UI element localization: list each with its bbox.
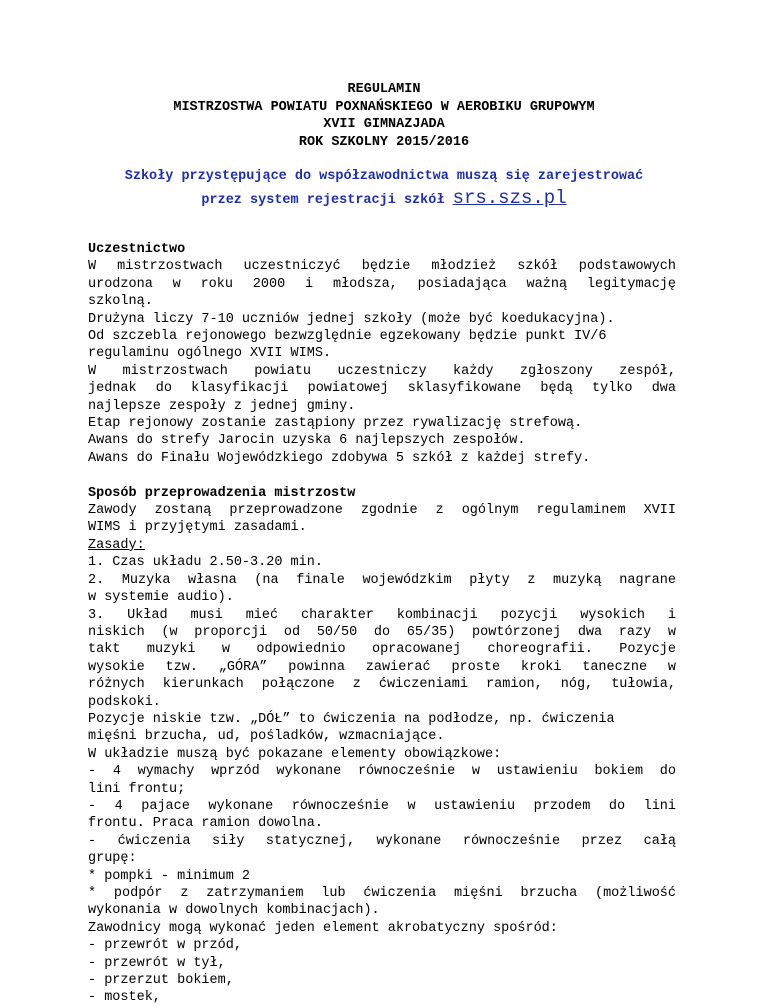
text-line: 3. Układ musi mieć charakter kombinacji pozycji wysokich i — [88, 607, 676, 623]
text-line: - 4 wymachy wprzód wykonane równocześnie w ustawieniu bokiem do — [88, 764, 676, 780]
text-line: 2. Muzyka własna (na finale wojewódzkim płyty z muzyką nagrane — [88, 572, 676, 588]
text-line: W mistrzostwach uczestniczyć będzie młodzież szkół podstawowych — [88, 259, 676, 275]
text-line: * podpór z zatrzymaniem lub ćwiczenia mięśni brzucha (możliwość — [88, 886, 676, 902]
text-line: frontu. Praca ramion dowolna. — [88, 816, 323, 832]
text-line: Pozycje niskie tzw. „DÓŁ” to ćwiczenia na podłodze, np. ćwiczenia — [88, 711, 615, 727]
text-line: - przerzut bokiem, — [88, 973, 234, 989]
section-gap — [88, 467, 676, 484]
section-conduct — [88, 502, 676, 1007]
text-line: szkolną. — [88, 294, 153, 310]
text-line: * pompki - minimum 2 — [88, 868, 251, 884]
text-line: podskoki. — [88, 694, 161, 710]
notice-line-2-text: przez system rejestracji szkół — [201, 193, 445, 208]
header-competition: MISTRZOSTWA POWIATU POXNAŃSKIEGO W AEROBIKU GRUPOWYM — [173, 99, 595, 115]
text-line: jednak do klasyfikacji powiatowej sklasyfikowane będą tylko dwa — [88, 381, 676, 397]
text-line: - 4 pajace wykonane równocześnie w ustawieniu przodem do lini — [88, 798, 676, 814]
text-line: - mostek, — [88, 990, 161, 1006]
text-line: Awans do Finału Wojewódzkiego zdobywa 5 szkół z każdej strefy. — [88, 450, 591, 466]
text-line: wykonania w dowolnych kombinacjach). — [88, 903, 380, 919]
text-line: Drużyna liczy 7-10 uczniów jednej szkoły (może być koedukacyjna). — [88, 311, 615, 327]
text-line: Od szczebla rejonowego bezwzględnie egzekowany będzie punkt IV/6 — [88, 329, 607, 345]
text-line: - przewrót w przód, — [88, 938, 242, 954]
text-line: różnych kierunkach połączone z ćwiczeniami ramion, nóg, tułowia, — [88, 677, 676, 693]
text-line: niskich (w proporcji od 50/50 do 65/35) powtórzonej dwa razy w — [88, 624, 676, 640]
registration-notice — [0, 167, 768, 212]
text-line: W układzie muszą być pokazane elementy obowiązkowe: — [88, 746, 502, 762]
text-line: Zawodnicy mogą wykonać jeden element akrobatyczny spośród: — [88, 920, 558, 936]
section-heading-conduct: Sposób przeprowadzenia mistrzostw — [88, 485, 356, 501]
registration-link[interactable]: srs.szs.pl — [452, 187, 567, 209]
text-line: mięśni brzucha, ud, pośladków, wzmacniające. — [88, 729, 445, 745]
text-line: Zasady: — [88, 537, 145, 553]
text-line: WIMS i przyjętymi zasadami. — [88, 520, 307, 536]
header-title: REGULAMIN — [347, 82, 421, 97]
text-line: urodzona w roku 2000 i młodsza, posiadająca ważną legitymację — [88, 276, 676, 292]
document-body — [88, 241, 676, 1007]
text-line: regulaminu ogólnego XVII WIMS. — [88, 346, 332, 362]
text-line: najlepsze zespoły z jednej gminy. — [88, 398, 356, 414]
text-line: - ćwiczenia siły statycznej, wykonane równocześnie przez całą — [88, 833, 676, 849]
section-participation — [88, 258, 676, 467]
text-line: Awans do strefy Jarocin uzyska 6 najlepszych zespołów. — [88, 433, 526, 449]
text-line: Zawody zostaną przeprowadzone zgodnie z ogólnym regulaminem XVII — [88, 503, 676, 519]
header-event: XVII GIMNAZJADA — [323, 117, 445, 132]
text-line: takt muzyki w odpowiednio opracowanej choreografii. Pozycje — [88, 642, 676, 658]
text-line: W mistrzostwach powiatu uczestniczy każdy zgłoszony zespół, — [88, 363, 676, 379]
text-line: grupę: — [88, 851, 137, 867]
text-line: w systemie audio). — [88, 590, 234, 606]
text-line: 1. Czas układu 2.50-3.20 min. — [88, 555, 323, 571]
notice-line-1: Szkoły przystępujące do współzawodnictwa muszą się zarejestrować — [124, 169, 644, 184]
text-line: lini frontu; — [88, 781, 186, 797]
text-line: - przewrót w tył, — [88, 955, 226, 971]
text-line: wysokie tzw. „GÓRA” powinna zawierać proste kroki taneczne w — [88, 659, 676, 675]
text-line: Etap rejonowy zostanie zastąpiony przez rywalizację strefową. — [88, 416, 583, 432]
document-header — [0, 81, 768, 151]
header-school-year: ROK SZKOLNY 2015/2016 — [298, 134, 470, 150]
section-heading-participation: Uczestnictwo — [88, 242, 186, 257]
notice-line-2 — [0, 187, 768, 212]
